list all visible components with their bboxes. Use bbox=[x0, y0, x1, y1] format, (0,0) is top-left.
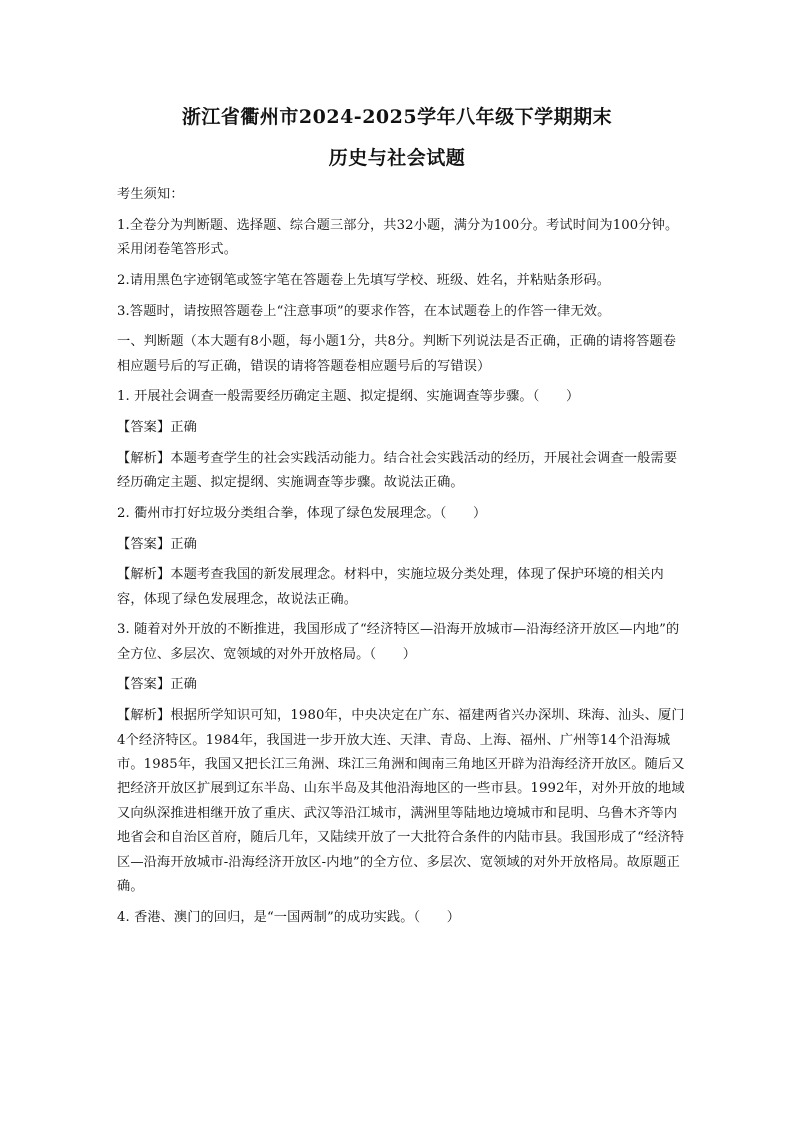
question-3-stem: 3. 随着对外开放的不断推进，我国形成了“经济特区—沿海开放城市—沿海经济开放区—内地”的全方位、多层次、宽领域的对外开放格局。（ ） bbox=[117, 622, 680, 662]
question-1-answer: 【答案】正确 bbox=[117, 420, 198, 436]
page-title: 浙江省衢州市2024-2025学年八年级下学期期末 bbox=[181, 106, 613, 128]
question-3-analysis: 【解析】根据所学知识可知，1980年，中央决定在广东、福建两省兴办深圳、珠海、汕头、厦门4个经济特区。1984年，我国进一步开放大连、天津、青岛、上海、福州、广州等14个沿海城市。1985年，我国又把长江三角洲、珠江三角洲和闽南三角地区开辟为沿海经济开放区。随后又把经济开放区扩展到辽东半岛、山东半岛及其他沿海地区的一些市县。1992年，对外开放的地域又向纵深推进相继开放了重庆、武汉等沿江城市，满洲里等陆地边境城市和昆明、乌鲁木齐等内地省会和自治区首府，随后几年，又陆续开放了一大批符合条件的内陆市县。我国形成了“经济特区—沿海开放城市-沿海经济开放区-内地”的全方位、多层次、宽领域的对外开放格局。故原题正确。 bbox=[117, 708, 685, 895]
document-body bbox=[117, 183, 687, 936]
question-3-answer: 【答案】正确 bbox=[117, 677, 198, 693]
question-2-stem: 2. 衢州市打好垃圾分类组合拳，体现了绿色发展理念。（ ） bbox=[117, 505, 487, 521]
question-4-stem: 4. 香港、澳门的回归，是“一国两制”的成功实践。（ ） bbox=[117, 909, 461, 925]
instruction-item-3: 3.答题时，请按照答题卷上“注意事项”的要求作答，在本试题卷上的作答一律无效。 bbox=[117, 303, 611, 319]
instructions-heading: 考生须知： bbox=[117, 187, 184, 202]
section-heading-true-false: 一、判断题（本大题有8小题，每小题1分，共8分。判断下列说法是否正确，正确的请将答题卷相应题号后的写正确，错误的请将答题卷相应题号后的写错误） bbox=[117, 334, 677, 374]
instruction-item-1: 1.全卷分为判断题、选择题、综合题三部分，共32小题，满分为100分。考试时间为100分钟。采用闭卷笔答形式。 bbox=[117, 217, 679, 258]
question-2-analysis: 【解析】本题考查我国的新发展理念。材料中，实施垃圾分类处理，体现了保护环境的相关内容，体现了绿色发展理念，故说法正确。 bbox=[117, 567, 664, 607]
instruction-item-2: 2.请用黑色字迹钢笔或签字笔在答题卷上先填写学校、班级、姓名，并粘贴条形码。 bbox=[117, 272, 611, 288]
question-1-analysis: 【解析】本题考查学生的社会实践活动能力。结合社会实践活动的经历，开展社会调查一般需要经历确定主题、拟定提纲、实施调查等步骤。故说法正确。 bbox=[117, 450, 678, 491]
page-subtitle: 历史与社会试题 bbox=[328, 147, 466, 169]
question-1-stem: 1. 开展社会调查一般需要经历确定主题、拟定提纲、实施调查等步骤。（ ） bbox=[117, 389, 580, 405]
question-2-answer: 【答案】正确 bbox=[117, 536, 198, 552]
